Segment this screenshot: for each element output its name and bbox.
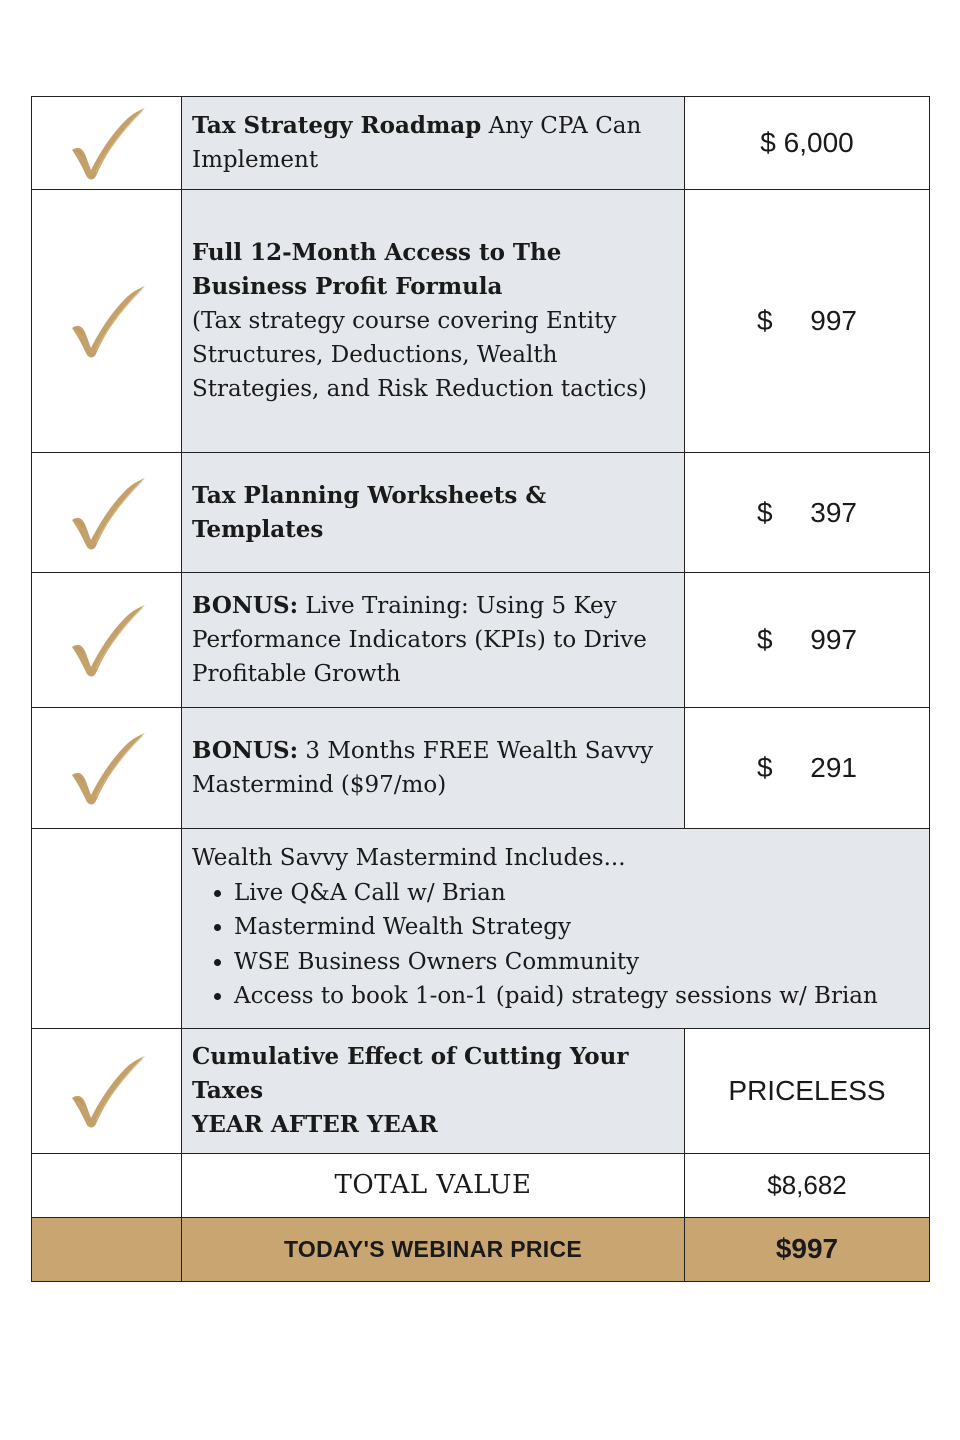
mastermind-includes-row xyxy=(32,829,930,1029)
offer-value-table xyxy=(31,96,930,1282)
checkmark-icon xyxy=(66,280,148,362)
item-price xyxy=(685,708,930,829)
list-item: • Access to book 1-on-1 (paid) strategy sessions w/ Brian xyxy=(234,979,919,1014)
empty-cell xyxy=(32,1217,182,1281)
item-description xyxy=(182,453,685,573)
price-amount: 997 xyxy=(810,624,857,655)
item-price xyxy=(685,1028,930,1153)
empty-check-cell xyxy=(32,829,182,1029)
bonus-label: BONUS: xyxy=(192,592,299,619)
item-description xyxy=(182,190,685,453)
offer-row-worksheets-templates xyxy=(32,453,930,573)
bonus-label: BONUS: xyxy=(192,737,299,764)
priceless-value: PRICELESS xyxy=(728,1074,886,1106)
price-currency: $ xyxy=(757,496,773,528)
check-cell xyxy=(32,708,182,829)
offer-row-bonus-kpi-training xyxy=(32,573,930,708)
checkmark-icon xyxy=(66,599,148,681)
webinar-price-label: TODAY'S WEBINAR PRICE xyxy=(182,1217,685,1281)
offer-row-business-profit-formula xyxy=(32,190,930,453)
item-title: Cumulative Effect of Cutting Your Taxes xyxy=(192,1042,629,1104)
list-item: • WSE Business Owners Community xyxy=(234,945,919,980)
item-description xyxy=(182,97,685,190)
empty-cell xyxy=(32,1153,182,1217)
mastermind-includes xyxy=(182,829,930,1029)
item-description xyxy=(182,708,685,829)
check-cell xyxy=(32,453,182,573)
item-detail: Live Training: Using 5 Key Performance Indicators (KPIs) to Drive Profitable Growth xyxy=(192,593,647,687)
item-price xyxy=(685,190,930,453)
price-amount: 6,000 xyxy=(783,127,854,158)
total-value-label: TOTAL VALUE xyxy=(182,1153,685,1217)
item-title: Full 12-Month Access to The Business Profit Formula xyxy=(192,239,562,300)
price-currency: $ xyxy=(757,624,773,655)
total-value-row xyxy=(32,1153,930,1217)
price-currency: $ xyxy=(757,305,773,336)
price-amount: 291 xyxy=(810,752,857,783)
item-detail: Any CPA Can Implement xyxy=(192,113,642,173)
webinar-price-row xyxy=(32,1217,930,1281)
item-detail: (Tax strategy course covering Entity Structures, Deductions, Wealth Strategies, and Risk Reduction tactics) xyxy=(192,308,647,402)
item-price xyxy=(685,453,930,573)
check-cell xyxy=(32,573,182,708)
item-description xyxy=(182,573,685,708)
check-cell xyxy=(32,190,182,453)
list-item: • Mastermind Wealth Strategy xyxy=(234,910,919,945)
total-value-amount: $8,682 xyxy=(685,1153,930,1217)
offer-row-cumulative-effect xyxy=(32,1028,930,1153)
includes-list xyxy=(192,876,919,1014)
price-amount: 397 xyxy=(810,496,857,528)
item-title-line2: YEAR AFTER YEAR xyxy=(192,1110,438,1138)
offer-row-bonus-mastermind xyxy=(32,708,930,829)
item-title: Tax Planning Worksheets & Templates xyxy=(192,481,547,543)
checkmark-icon xyxy=(66,472,148,554)
item-description xyxy=(182,1028,685,1153)
offer-row-tax-strategy-roadmap xyxy=(32,97,930,190)
webinar-price-amount: $997 xyxy=(685,1217,930,1281)
check-cell xyxy=(32,1028,182,1153)
item-price xyxy=(685,573,930,708)
check-cell xyxy=(32,97,182,190)
includes-heading: Wealth Savvy Mastermind Includes... xyxy=(192,845,626,871)
checkmark-icon xyxy=(66,1050,148,1132)
item-title: Tax Strategy Roadmap xyxy=(192,112,482,139)
item-price xyxy=(685,97,930,190)
list-item: • Live Q&A Call w/ Brian xyxy=(234,876,919,911)
item-detail: 3 Months FREE Wealth Savvy Mastermind ($97/mo) xyxy=(192,738,654,798)
price-amount: 997 xyxy=(810,305,857,336)
price-currency: $ xyxy=(757,752,773,783)
price-currency: $ xyxy=(760,127,776,158)
checkmark-icon xyxy=(66,727,148,809)
checkmark-icon xyxy=(66,102,148,184)
